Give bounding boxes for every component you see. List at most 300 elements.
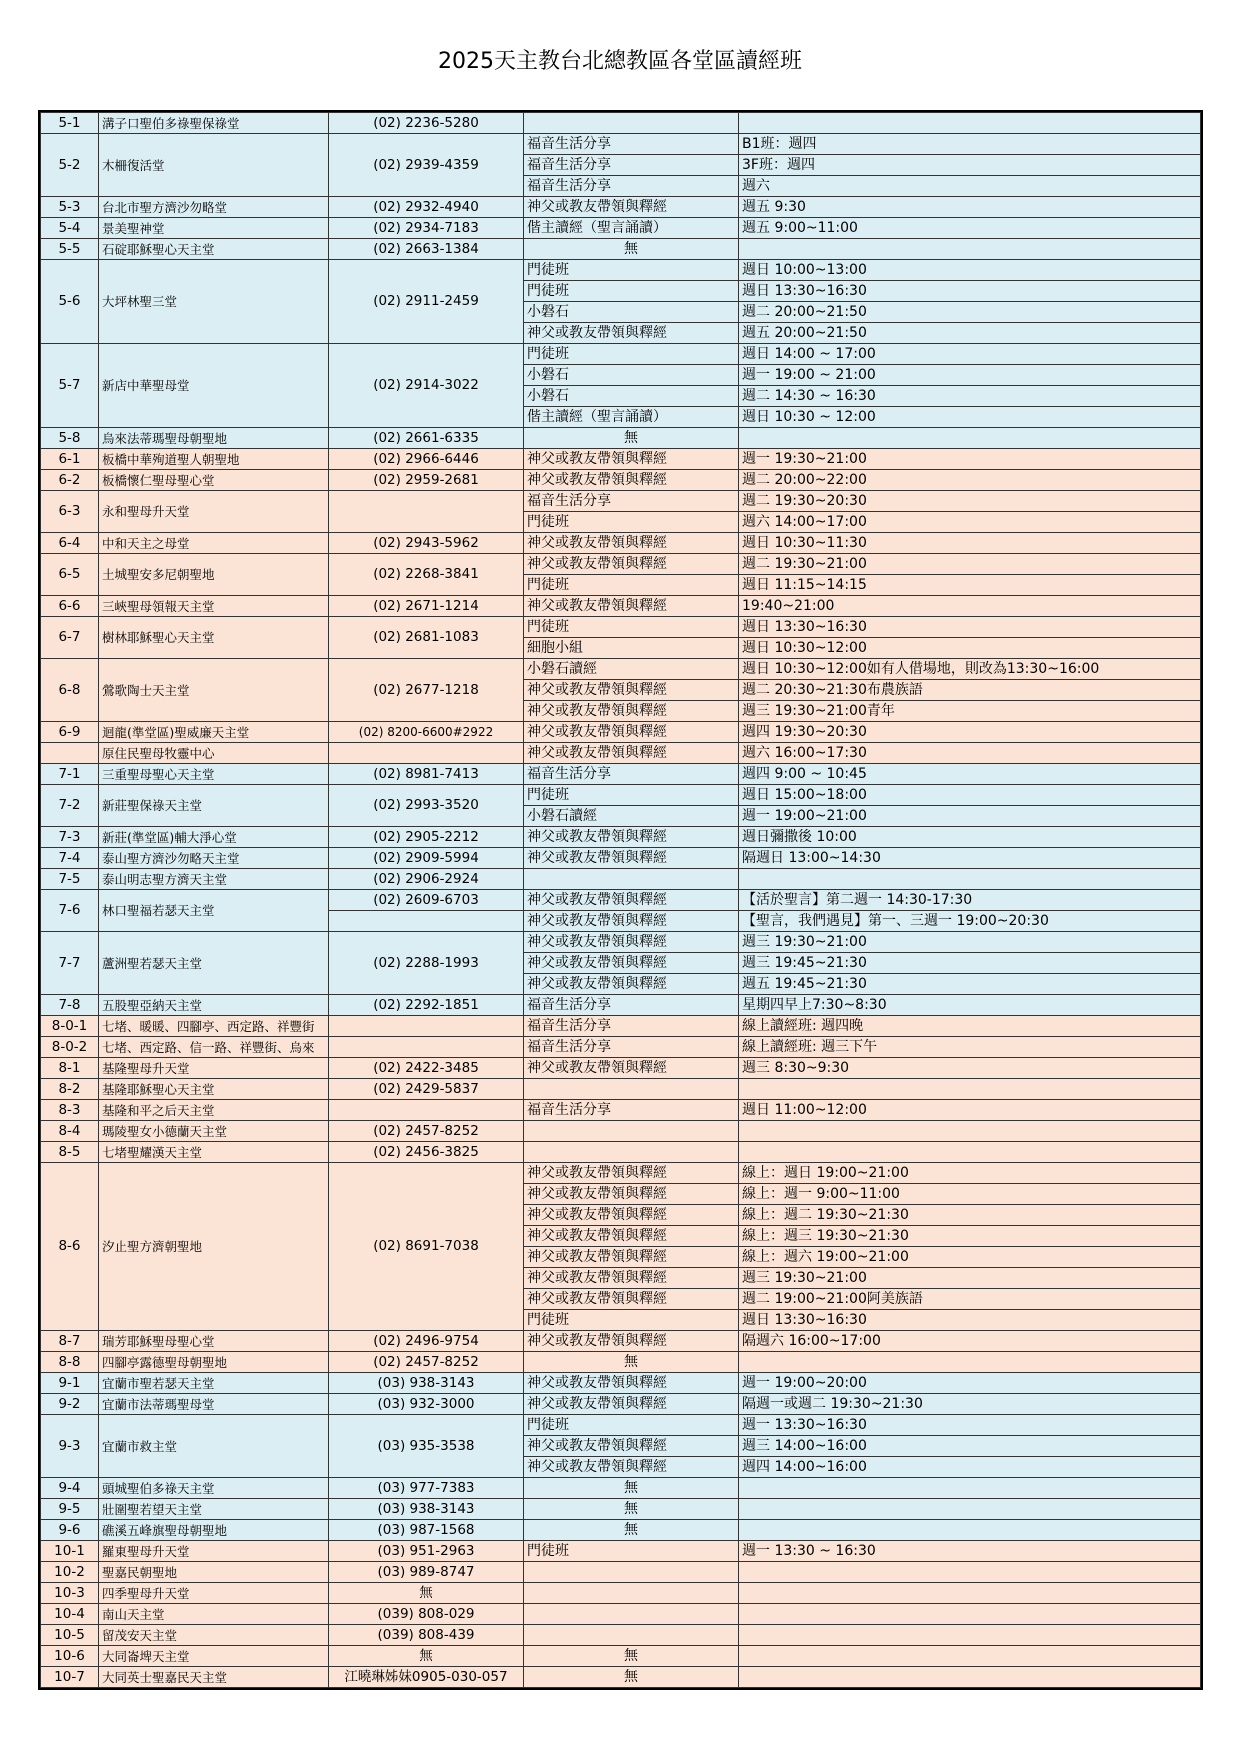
parish-phone: 無 [329,1646,524,1667]
table-body [41,113,1201,1688]
parish-phone: (02) 2943-5962 [329,533,524,554]
table-row [41,1583,1201,1604]
session-activity: 福音生活分享 [524,176,739,197]
table-row [41,491,1201,512]
table-row [41,1667,1201,1688]
table-row [41,1478,1201,1499]
parish-id: 10-5 [41,1625,99,1646]
parish-name: 泰山明志聖方濟天主堂 [99,869,329,890]
parish-phone: 江曉琳姊妹0905-030-057 [329,1667,524,1688]
parish-id: 7-2 [41,785,99,827]
session-activity [524,1079,739,1100]
table-row [41,344,1201,365]
session-activity: 神父或教友帶領與釋經 [524,722,739,743]
table-row [41,617,1201,638]
parish-name: 原住民聖母牧靈中心 [99,743,329,764]
table-row [41,1394,1201,1415]
session-time: 週五 19:45~21:30 [739,974,1201,995]
parish-phone: (02) 2909-5994 [329,848,524,869]
session-time: 線上：週日 19:00~21:00 [739,1163,1201,1184]
parish-phone: (02) 8200-6600#2922 [329,722,524,743]
parish-id: 5-4 [41,218,99,239]
session-activity: 福音生活分享 [524,764,739,785]
table-row [41,1058,1201,1079]
table-row [41,1016,1201,1037]
table-row [41,785,1201,806]
session-time: 週二 20:00~22:00 [739,470,1201,491]
session-time: 週五 9:00~11:00 [739,218,1201,239]
session-activity: 福音生活分享 [524,1037,739,1058]
parish-phone: (02) 2914-3022 [329,344,524,428]
session-time: 週二 20:30~21:30布農族語 [739,680,1201,701]
table-row [41,1415,1201,1436]
session-activity: 神父或教友帶領與釋經 [524,1373,739,1394]
session-activity [524,1121,739,1142]
session-time: 星期四早上7:30~8:30 [739,995,1201,1016]
session-time: 週一 19:00~20:00 [739,1373,1201,1394]
parish-id: 6-9 [41,722,99,743]
parish-phone: (02) 2457-8252 [329,1121,524,1142]
parish-id: 6-4 [41,533,99,554]
session-activity: 無 [524,1646,739,1667]
table-row [41,134,1201,155]
session-activity: 福音生活分享 [524,995,739,1016]
session-activity: 細胞小組 [524,638,739,659]
session-activity: 門徒班 [524,1310,739,1331]
parish-name: 南山天主堂 [99,1604,329,1625]
session-activity: 門徒班 [524,1415,739,1436]
parish-name: 宜蘭市法蒂瑪聖母堂 [99,1394,329,1415]
session-activity: 小磐石 [524,365,739,386]
session-time: 線上：週二 19:30~21:30 [739,1205,1201,1226]
table-row [41,1562,1201,1583]
session-time: 週六 14:00~17:00 [739,512,1201,533]
table-row [41,1079,1201,1100]
session-time: 週一 13:30~16:30 [739,1415,1201,1436]
session-activity: 神父或教友帶領與釋經 [524,1394,739,1415]
table-row [41,722,1201,743]
session-activity: 神父或教友帶領與釋經 [524,1457,739,1478]
parish-name: 石碇耶穌聖心天主堂 [99,239,329,260]
session-activity: 神父或教友帶領與釋經 [524,680,739,701]
table-row [41,659,1201,680]
session-activity: 小磐石讀經 [524,659,739,680]
parish-id: 7-4 [41,848,99,869]
parish-phone: (02) 2609-6703 [329,890,524,911]
parish-id: 10-2 [41,1562,99,1583]
table-row [41,848,1201,869]
parish-id: 10-3 [41,1583,99,1604]
session-time: 週日 13:30~16:30 [739,1310,1201,1331]
parish-name: 板橋懷仁聖母聖心堂 [99,470,329,491]
table-row [41,260,1201,281]
table-row [41,1100,1201,1121]
session-activity: 門徒班 [524,344,739,365]
table-row [41,743,1201,764]
parish-id: 7-6 [41,890,99,932]
session-activity: 門徒班 [524,575,739,596]
session-activity: 無 [524,1667,739,1688]
parish-id: 7-5 [41,869,99,890]
parish-name: 基隆和平之后天主堂 [99,1100,329,1121]
parish-name: 礁溪五峰旗聖母朝聖地 [99,1520,329,1541]
session-activity: 神父或教友帶領與釋經 [524,323,739,344]
parish-name: 七堵、西定路、信一路、祥豐街、烏來 [99,1037,329,1058]
parish-name: 瑪陵聖女小德蘭天主堂 [99,1121,329,1142]
parish-id: 8-4 [41,1121,99,1142]
parish-id: 9-1 [41,1373,99,1394]
table-row [41,239,1201,260]
parish-id: 9-6 [41,1520,99,1541]
session-time: 線上：週一 9:00~11:00 [739,1184,1201,1205]
session-time: 週二 20:00~21:50 [739,302,1201,323]
parish-phone: (03) 951-2963 [329,1541,524,1562]
parish-name: 基隆聖母升天堂 [99,1058,329,1079]
table-row [41,1037,1201,1058]
parish-phone: (03) 938-3143 [329,1499,524,1520]
parish-name: 板橋中華殉道聖人朝聖地 [99,449,329,470]
table-row [41,113,1201,134]
parish-phone: (02) 2292-1851 [329,995,524,1016]
parish-id: 5-6 [41,260,99,344]
parish-id: 9-3 [41,1415,99,1478]
parish-name: 頭城聖伯多祿天主堂 [99,1478,329,1499]
table-row [41,932,1201,953]
session-time [739,1604,1201,1625]
session-activity: 偕主讀經（聖言誦讀） [524,218,739,239]
session-time: 19:40~21:00 [739,596,1201,617]
parish-name: 泰山聖方濟沙勿略天主堂 [99,848,329,869]
session-time: 週日 11:00~12:00 [739,1100,1201,1121]
table-row [41,764,1201,785]
parish-name: 永和聖母升天堂 [99,491,329,533]
parish-id: 8-8 [41,1352,99,1373]
table-row [41,1499,1201,1520]
parish-phone: (02) 2422-3485 [329,1058,524,1079]
session-time: 週六 16:00~17:30 [739,743,1201,764]
session-time: 週二 19:30~20:30 [739,491,1201,512]
table-row [41,1646,1201,1667]
session-time: 【聖言，我們遇見】第一、三週一 19:00~20:30 [739,911,1201,932]
parish-id: 8-0-1 [41,1016,99,1037]
parish-id: 6-7 [41,617,99,659]
parish-name: 基隆耶穌聖心天主堂 [99,1079,329,1100]
session-time: 週四 14:00~16:00 [739,1457,1201,1478]
parish-name: 聖嘉民朝聖地 [99,1562,329,1583]
session-time: 隔週一或週二 19:30~21:30 [739,1394,1201,1415]
parish-phone: (03) 935-3538 [329,1415,524,1478]
parish-phone: (02) 2288-1993 [329,932,524,995]
session-activity: 無 [524,428,739,449]
parish-phone: (02) 2906-2924 [329,869,524,890]
parish-id: 8-6 [41,1163,99,1331]
parish-id: 5-1 [41,113,99,134]
session-time: 週三 14:00~16:00 [739,1436,1201,1457]
session-activity: 神父或教友帶領與釋經 [524,1058,739,1079]
parish-name: 烏來法蒂瑪聖母朝聖地 [99,428,329,449]
session-time [739,1583,1201,1604]
session-activity: 神父或教友帶領與釋經 [524,1205,739,1226]
session-time: 隔週日 13:00~14:30 [739,848,1201,869]
parish-id: 9-4 [41,1478,99,1499]
session-time: 隔週六 16:00~17:00 [739,1331,1201,1352]
parish-id: 8-2 [41,1079,99,1100]
session-activity: 小磐石 [524,302,739,323]
session-time [739,1121,1201,1142]
session-activity: 無 [524,1520,739,1541]
parish-phone: (02) 2939-4359 [329,134,524,197]
parish-phone: (03) 938-3143 [329,1373,524,1394]
session-time: 週日 13:30~16:30 [739,617,1201,638]
session-activity: 福音生活分享 [524,491,739,512]
parish-name: 宜蘭市救主堂 [99,1415,329,1478]
table-row [41,1121,1201,1142]
parish-name: 七堵、暖暖、四腳亭、西定路、祥豐街 [99,1016,329,1037]
session-time: 週一 19:00 ~ 21:00 [739,365,1201,386]
table-row [41,197,1201,218]
session-time: 週五 9:30 [739,197,1201,218]
parish-name: 壯圍聖若望天主堂 [99,1499,329,1520]
parish-id: 5-8 [41,428,99,449]
session-activity: 小磐石讀經 [524,806,739,827]
parish-id: 6-2 [41,470,99,491]
table-row [41,890,1201,911]
table-row [41,533,1201,554]
parish-id: 8-1 [41,1058,99,1079]
parish-name: 土城聖安多尼朝聖地 [99,554,329,596]
parish-name: 台北市聖方濟沙勿略堂 [99,197,329,218]
parish-name: 林口聖福若瑟天主堂 [99,890,329,932]
session-time [739,1562,1201,1583]
session-activity: 神父或教友帶領與釋經 [524,1184,739,1205]
session-time: 線上：週六 19:00~21:00 [739,1247,1201,1268]
session-activity: 神父或教友帶領與釋經 [524,554,739,575]
session-activity: 神父或教友帶領與釋經 [524,953,739,974]
session-time: 週二 19:00~21:00阿美族語 [739,1289,1201,1310]
session-activity: 神父或教友帶領與釋經 [524,1247,739,1268]
parish-name: 留茂安天主堂 [99,1625,329,1646]
session-time: 【活於聖言】第二週一 14:30-17:30 [739,890,1201,911]
parish-phone: (02) 2671-1214 [329,596,524,617]
session-activity: 門徒班 [524,617,739,638]
parish-phone: (02) 2496-9754 [329,1331,524,1352]
session-activity: 神父或教友帶領與釋經 [524,1226,739,1247]
session-activity: 小磐石 [524,386,739,407]
parish-phone: (03) 977-7383 [329,1478,524,1499]
parish-name: 七堵聖耀漢天主堂 [99,1142,329,1163]
session-time: 週一 13:30 ~ 16:30 [739,1541,1201,1562]
session-activity: 神父或教友帶領與釋經 [524,449,739,470]
parish-id: 6-1 [41,449,99,470]
parish-name: 木柵復活堂 [99,134,329,197]
table-row [41,869,1201,890]
parish-phone: 無 [329,1583,524,1604]
session-activity: 無 [524,1478,739,1499]
parish-id: 5-2 [41,134,99,197]
parish-phone: (02) 8691-7038 [329,1163,524,1331]
session-activity: 門徒班 [524,1541,739,1562]
table-row [41,470,1201,491]
parish-phone: (02) 2681-1083 [329,617,524,659]
parish-phone: (02) 2268-3841 [329,554,524,596]
parish-name: 大同英士聖嘉民天主堂 [99,1667,329,1688]
parish-id: 10-4 [41,1604,99,1625]
parish-phone: (02) 2429-5837 [329,1079,524,1100]
parish-id: 10-6 [41,1646,99,1667]
parish-phone: (02) 2457-8252 [329,1352,524,1373]
session-activity [524,1604,739,1625]
session-activity [524,1583,739,1604]
session-activity: 神父或教友帶領與釋經 [524,1163,739,1184]
session-activity: 神父或教友帶領與釋經 [524,1331,739,1352]
table-row [41,428,1201,449]
parish-phone: (039) 808-439 [329,1625,524,1646]
parish-name: 羅東聖母升天堂 [99,1541,329,1562]
session-time: 週三 8:30~9:30 [739,1058,1201,1079]
session-activity: 門徒班 [524,260,739,281]
session-time: 週日 13:30~16:30 [739,281,1201,302]
parish-phone: (039) 808-029 [329,1604,524,1625]
table-row [41,1541,1201,1562]
table-row [41,1520,1201,1541]
session-time: 週一 19:00~21:00 [739,806,1201,827]
parish-id: 6-5 [41,554,99,596]
parish-phone [329,1037,524,1058]
parish-phone: (02) 2456-3825 [329,1142,524,1163]
parish-name: 蘆洲聖若瑟天主堂 [99,932,329,995]
parish-name: 大坪林聖三堂 [99,260,329,344]
parish-id: 7-7 [41,932,99,995]
parish-phone [329,491,524,533]
session-activity: 門徒班 [524,785,739,806]
session-time: B1班：週四 [739,134,1201,155]
parish-phone-empty [329,911,524,932]
parish-phone: (02) 2661-6335 [329,428,524,449]
session-time: 週日 14:00 ~ 17:00 [739,344,1201,365]
session-time [739,239,1201,260]
session-activity: 神父或教友帶領與釋經 [524,743,739,764]
parish-name: 新莊(準堂區)輔大淨心堂 [99,827,329,848]
session-activity: 神父或教友帶領與釋經 [524,470,739,491]
parish-phone: (03) 932-3000 [329,1394,524,1415]
parish-id: 8-7 [41,1331,99,1352]
parish-id: 6-8 [41,659,99,722]
parish-id: 7-3 [41,827,99,848]
session-time [739,1478,1201,1499]
parish-phone: (02) 2966-6446 [329,449,524,470]
session-time: 週三 19:45~21:30 [739,953,1201,974]
parish-name: 中和天主之母堂 [99,533,329,554]
session-time [739,1142,1201,1163]
parish-phone: (02) 2905-2212 [329,827,524,848]
session-time: 週四 9:00 ~ 10:45 [739,764,1201,785]
session-time: 週一 19:30~21:00 [739,449,1201,470]
session-activity [524,1562,739,1583]
parish-id: 8-5 [41,1142,99,1163]
parish-phone: (02) 2993-3520 [329,785,524,827]
session-activity: 神父或教友帶領與釋經 [524,1436,739,1457]
session-activity: 福音生活分享 [524,134,739,155]
parish-name: 三重聖母聖心天主堂 [99,764,329,785]
parish-name: 五股聖亞納天主堂 [99,995,329,1016]
parish-phone: (02) 2677-1218 [329,659,524,722]
session-time [739,1499,1201,1520]
parish-id: 5-7 [41,344,99,428]
parish-id [41,743,99,764]
session-time: 週五 20:00~21:50 [739,323,1201,344]
table-row [41,1163,1201,1184]
session-time: 線上讀經班: 週四晚 [739,1016,1201,1037]
parish-name: 四季聖母升天堂 [99,1583,329,1604]
parish-name: 新店中華聖母堂 [99,344,329,428]
session-activity: 神父或教友帶領與釋經 [524,890,739,911]
session-activity: 神父或教友帶領與釋經 [524,533,739,554]
session-activity: 神父或教友帶領與釋經 [524,596,739,617]
table-row [41,1142,1201,1163]
table-row [41,449,1201,470]
session-activity: 無 [524,1352,739,1373]
table-row [41,995,1201,1016]
table-row [41,1625,1201,1646]
session-activity: 神父或教友帶領與釋經 [524,1268,739,1289]
session-time: 週二 14:30 ~ 16:30 [739,386,1201,407]
session-time: 週三 19:30~21:00青年 [739,701,1201,722]
parish-id: 7-8 [41,995,99,1016]
parish-name: 溝子口聖伯多祿聖保祿堂 [99,113,329,134]
parish-id: 9-5 [41,1499,99,1520]
parish-phone: (03) 989-8747 [329,1562,524,1583]
parish-name: 樹林耶穌聖心天主堂 [99,617,329,659]
parish-name: 新莊聖保祿天主堂 [99,785,329,827]
session-time: 週三 19:30~21:00 [739,1268,1201,1289]
parish-name: 瑞芳耶穌聖母聖心堂 [99,1331,329,1352]
session-activity: 神父或教友帶領與釋經 [524,701,739,722]
parish-id: 6-6 [41,596,99,617]
parish-id: 9-2 [41,1394,99,1415]
session-time: 線上：週三 19:30~21:30 [739,1226,1201,1247]
session-time [739,1625,1201,1646]
session-activity: 偕主讀經（聖言誦讀） [524,407,739,428]
parish-name: 四腳亭露德聖母朝聖地 [99,1352,329,1373]
session-time: 週日 10:30~12:00如有人借場地，則改為13:30~16:00 [739,659,1201,680]
session-time [739,869,1201,890]
parish-id: 10-7 [41,1667,99,1688]
session-activity: 福音生活分享 [524,1100,739,1121]
session-activity: 神父或教友帶領與釋經 [524,1289,739,1310]
parish-phone [329,1100,524,1121]
table-row [41,827,1201,848]
parish-name: 景美聖神堂 [99,218,329,239]
session-activity: 無 [524,1499,739,1520]
parish-phone [329,743,524,764]
parish-phone: (02) 2911-2459 [329,260,524,344]
parish-phone: (02) 2934-7183 [329,218,524,239]
table-row [41,1373,1201,1394]
session-time [739,113,1201,134]
session-activity [524,1142,739,1163]
table-row [41,596,1201,617]
parish-id: 7-1 [41,764,99,785]
table-row [41,1331,1201,1352]
parish-id: 8-3 [41,1100,99,1121]
session-time: 週日彌撒後 10:00 [739,827,1201,848]
parish-id: 5-5 [41,239,99,260]
session-time [739,1646,1201,1667]
page-title: 2025天主教台北總教區各堂區讀經班 [438,49,802,74]
session-time [739,1352,1201,1373]
session-time: 3F班：週四 [739,155,1201,176]
session-activity [524,869,739,890]
